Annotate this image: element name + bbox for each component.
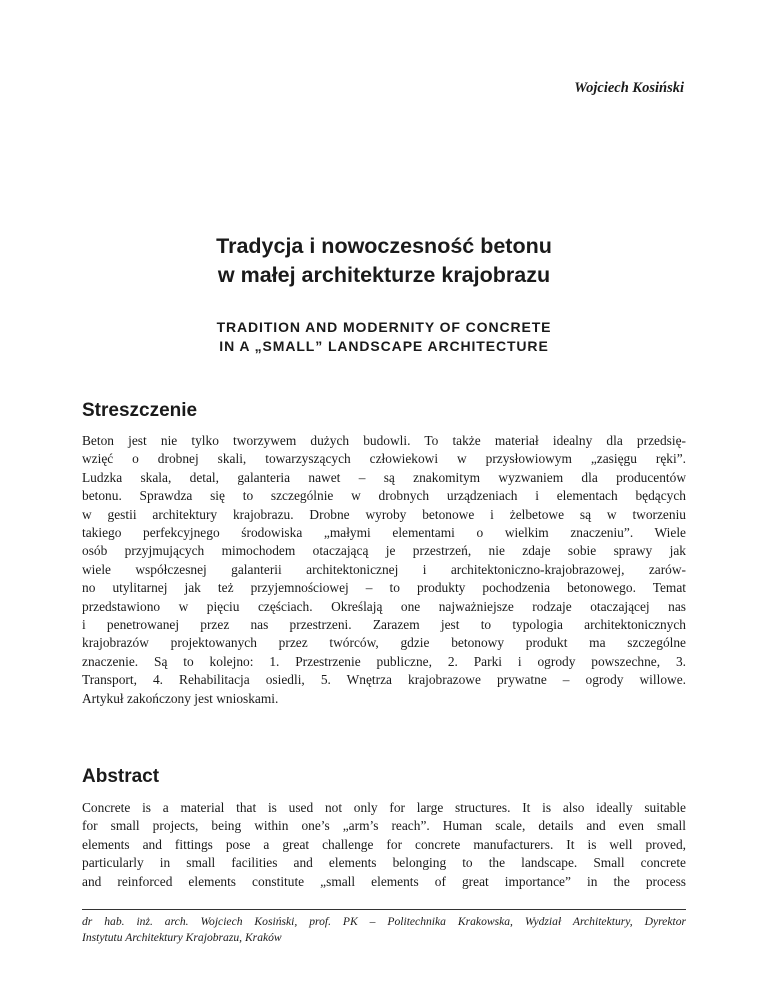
text-line: Beton jest nie tylko tworzywem dużych budowli. To także materiał idealny dla przedsię- — [82, 433, 686, 448]
text-line: osób przyjmujących mimochodem otaczającą je przestrzeń, nie zdaje sobie sprawy jak — [82, 543, 686, 559]
title-line: Tradycja i nowoczesność betonu — [216, 234, 552, 258]
subtitle-line: IN A „SMALL” LANDSCAPE ARCHITECTURE — [219, 338, 549, 354]
text-line: Transport, 4. Rehabilitacja osiedli, 5. Wnętrza krajobrazowe prywatne – ogrody willowe. — [82, 672, 686, 688]
text-line: wiele współczesnej galanterii architektonicznej i architektoniczno-krajobrazowej, zarów- — [82, 561, 686, 577]
paper-subtitle — [0, 318, 768, 356]
text-line: Artykuł zakończony jest wnioskami. — [82, 690, 279, 706]
streszczenie-paragraph — [82, 432, 686, 708]
streszczenie-heading: Streszczenie — [82, 400, 198, 421]
text-line: betonu. Sprawdza się to szczególnie w drobnych urządzeniach i elementach będących — [82, 488, 686, 504]
footnote-divider — [82, 909, 686, 910]
abstract-heading: Abstract — [82, 766, 160, 787]
subtitle-line: TRADITION AND MODERNITY OF CONCRETE — [216, 319, 552, 335]
author-affiliation-footnote — [82, 914, 686, 946]
text-line: and reinforced elements constitute „small elements of great importance” in the process — [82, 873, 686, 889]
text-line: krajobrazów projektowanych przez twórców, gdzie betonowy produkt ma szczególne — [82, 635, 686, 651]
text-line: w gestii architektury krajobrazu. Drobne wyroby betonowe i żelbetowe są w tworzeniu — [82, 506, 686, 522]
text-line: i penetrowanej przez nas przestrzeni. Zarazem jest to typologia architektonicznych — [82, 617, 686, 633]
text-line: przedstawiono w pięciu częściach. Określają one najważniejsze rodzaje otaczającej nas — [82, 598, 686, 614]
footnote-line: dr hab. inż. arch. Wojciech Kosiński, prof. PK – Politechnika Krakowska, Wydział Architektury, Dyrektor — [82, 915, 686, 928]
text-line: for small projects, being within one’s „arm’s reach”. Human scale, details and even small — [82, 818, 686, 834]
text-line: Ludzka skala, detal, galanteria nawet – są znakomitym wyzwaniem dla producentów — [82, 469, 686, 485]
text-line: particularly in small facilities and elements belonging to the landscape. Small concrete — [82, 855, 686, 871]
text-line: wzięć o drobnej skali, towarzyszących człowiekowi w przysłowiowym „zasięgu ręki”. — [82, 451, 686, 467]
paper-title — [0, 232, 768, 290]
title-line: w małej architekturze krajobrazu — [217, 263, 551, 287]
footnote-line: Instytutu Architektury Krajobrazu, Kraków — [82, 931, 282, 944]
text-line: elements and fittings pose a great challenge for concrete manufacturers. It is well proved, — [82, 836, 686, 852]
text-line: znaczenie. Są to kolejno: 1. Przestrzenie publiczne, 2. Parki i ogrody powszechne, 3. — [82, 653, 686, 669]
text-line: no utylitarnej jak też przyjemnościowej – to produkty pochodzenia betonowego. Temat — [82, 580, 686, 596]
author-name: Wojciech Kosiński — [574, 80, 684, 96]
abstract-paragraph — [82, 799, 686, 891]
text-line: takiego perfekcyjnego środowiska „małymi elementami o wielkim znaczeniu”. Wiele — [82, 525, 686, 541]
text-line: Concrete is a material that is used not only for large structures. It is also ideally suitable — [82, 800, 686, 815]
